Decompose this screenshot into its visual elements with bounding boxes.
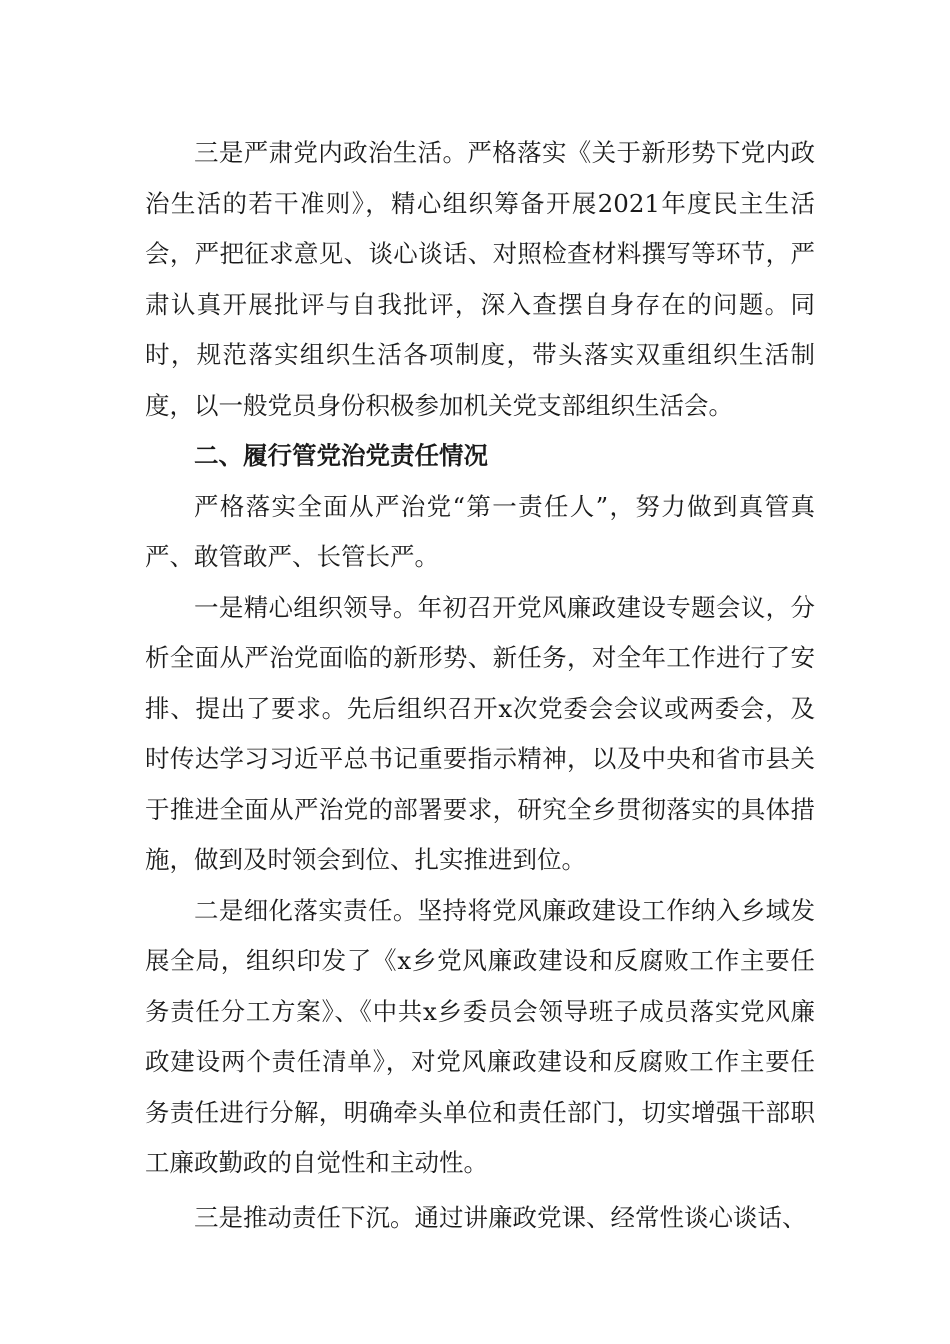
- paragraph-organization-leadership: 一是精心组织领导。年初召开党风廉政建设专题会议，分析全面从严治党面临的新形势、新任务，对全年工作进行了安排、提出了要求。先后组织召开x次党委会会议或两委会，及时传达学习习近平总书记重要指示精神，以及中央和省市县关于推进全面从严治党的部署要求，研究全乡贯彻落实的具体措施，做到及时领会到位、扎实推进到位。: [145, 592, 815, 874]
- document-body: [145, 128, 815, 1243]
- paragraph-refine-responsibility: 二是细化落实责任。坚持将党风廉政建设工作纳入乡域发展全局，组织印发了《x乡党风廉政建设和反腐败工作主要任务责任分工方案》、《中共x乡委员会领导班子成员落实党风廉政建设两个责任清单》，对党风廉政建设和反腐败工作主要任务责任进行分解，明确牵头单位和责任部门，切实增强干部职工廉政勤政的自觉性和主动性。: [145, 895, 815, 1177]
- paragraph-party-political-life: 三是严肃党内政治生活。严格落实《关于新形势下党内政治生活的若干准则》，精心组织筹备开展2021年度民主生活会，严把征求意见、谈心谈话、对照检查材料撰写等环节，严肃认真开展批评与自我批评，深入查摆自身存在的问题。同时，规范落实组织生活各项制度，带头落实双重组织生活制度，以一般党员身份积极参加机关党支部组织生活会。: [145, 138, 815, 420]
- paragraph-push-responsibility-down: 三是推动责任下沉。通过讲廉政党课、经常性谈心谈话、: [194, 1202, 807, 1232]
- section-heading-responsibility: 二、履行管党治党责任情况: [194, 441, 488, 470]
- paragraph-first-responsible-person: 严格落实全面从严治党“第一责任人”，努力做到真管真严、敢管敢严、长管长严。: [145, 491, 815, 571]
